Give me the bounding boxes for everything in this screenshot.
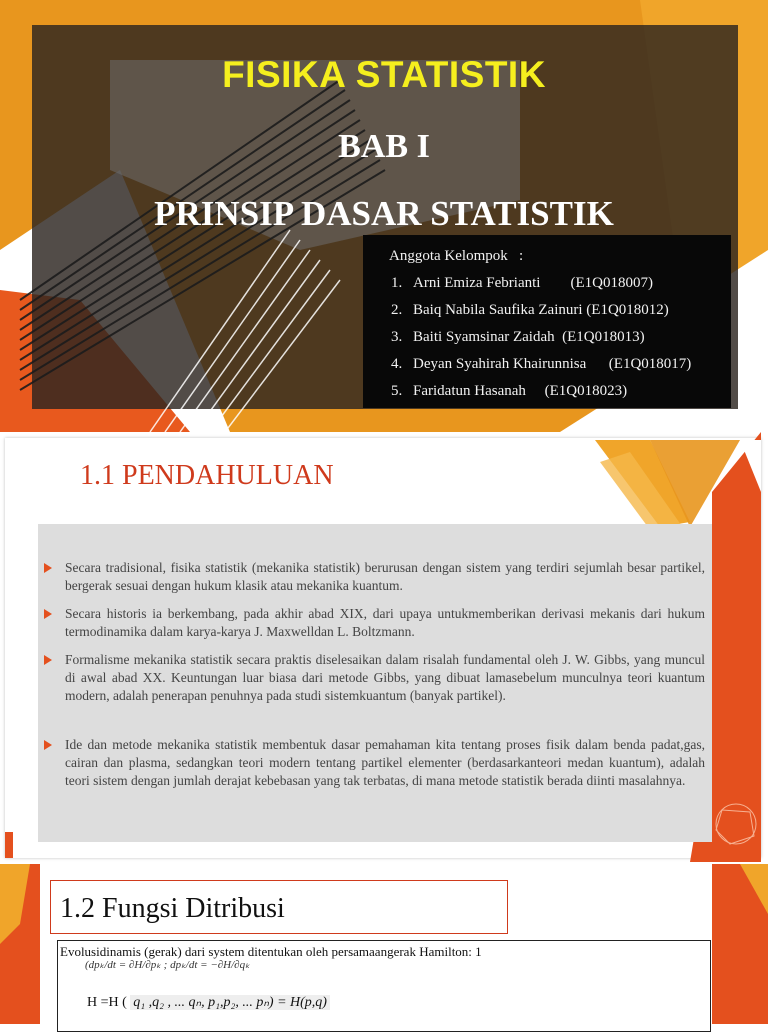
main-title: FISIKA STATISTIK (222, 54, 546, 95)
eq-prefix: H =H ( (87, 995, 127, 1010)
member-number: 4. (391, 356, 403, 372)
subtitle: PRINSIP DASAR STATISTIK (154, 194, 614, 233)
bullet-item (65, 559, 705, 595)
member-name: Baiq Nabila Saufika Zainuri (E1Q018012) (413, 302, 669, 318)
bullet-item (65, 605, 705, 641)
member-name: Arni Emiza Febrianti (E1Q018007) (413, 275, 653, 291)
member-name: Baiti Syamsinar Zaidah (E1Q018013) (413, 329, 645, 345)
bullet-text: Ide dan metode mekanika statistik membentuk dasar pemahaman kita tentang proses fisik dalam benda padat,gas, cairan dan plasma, sedangkan teori modern tentang partikel elementer (berdasarkanteori medan kuantum), adalah teori sistem dengan jumlah derajat kebebasan yang tak terbatas, di mana metode statistik berada diinti masalahnya. (65, 737, 705, 788)
member-number: 5. (391, 383, 403, 399)
member-name: Faridatun Hasanah (E1Q018023) (413, 383, 628, 399)
member-row (391, 297, 669, 324)
member-row (391, 351, 691, 378)
bullet-arrow-icon (44, 609, 52, 619)
bullet-item (65, 736, 705, 790)
bullet-text: Secara tradisional, fisika statistik (mekanika statistik) berurusan dengan sistem yang terdiri sejumlah besar partikel, bergerak sesuai dengan hukum klasik atau mekanika kuantum. (65, 560, 705, 593)
hamiltonian-equation (87, 994, 330, 1011)
member-row (391, 378, 627, 405)
bullet-item (65, 651, 705, 705)
content-box (38, 524, 712, 842)
hamilton-equation: (dpₖ/dt = ∂H/∂pₖ ; dpₖ/dt = −∂H/∂qₖ (85, 959, 250, 971)
slide-title (0, 0, 768, 432)
chapter-title: BAB I (338, 128, 430, 165)
bullet-arrow-icon (44, 740, 52, 750)
member-number: 1. (391, 275, 403, 291)
section-title: 1.1 PENDAHULUAN (80, 460, 334, 491)
section-title-2: 1.2 Fungsi Ditribusi (60, 893, 285, 924)
member-row (391, 324, 645, 351)
bullet-text: Secara historis ia berkembang, pada akhir abad XIX, dari upaya untukmemberikan derivasi mekanis dari hukum termodinamika dalam karya-karya J. Maxwelldan L. Boltzmann. (65, 606, 705, 639)
eq-math: q₁ ,q₂ , ... qₙ, p₁,p₂, ... pₙ) = H(p,q) (130, 995, 330, 1010)
bullet-arrow-icon (44, 655, 52, 665)
member-row (391, 270, 653, 297)
member-name: Deyan Syahirah Khairunnisa (E1Q018017) (413, 356, 692, 372)
member-number: 2. (391, 302, 403, 318)
bullet-arrow-icon (44, 563, 52, 573)
members-box (363, 235, 731, 408)
bullet-text: Formalisme mekanika statistik secara praktis diselesaikan dalam risalah fundamental oleh J. W. Gibbs, yang muncul di awal abad XX. Keuntungan luar biasa dari metode Gibbs, yang dibuat lamasebelum munculnya teori kuantum modern, adalah penerapan penuhnya pada studi sistemkuantum (banyak partikel). (65, 652, 705, 703)
members-header: Anggota Kelompok : (389, 248, 524, 264)
member-number: 3. (391, 329, 403, 345)
intro-text: Evolusidinamis (gerak) dari system ditentukan oleh persamaangerak Hamilton: 1 (60, 944, 482, 959)
